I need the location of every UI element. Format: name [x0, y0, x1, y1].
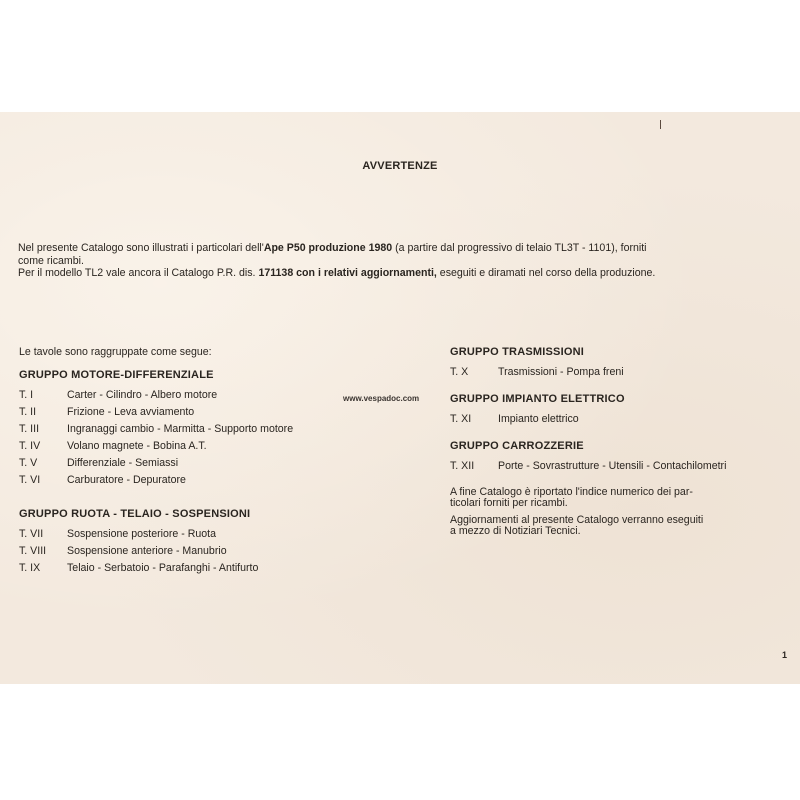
intro-line-2: come ricambi.	[18, 254, 84, 267]
updates-note: Aggiornamenti al presente Catalogo verranno eseguiti a mezzo di Notiziari Tecnici.	[450, 514, 704, 537]
table-description: Differenziale - Semiassi	[67, 457, 179, 469]
table-row	[450, 364, 795, 381]
group-title: GRUPPO IMPIANTO ELETTRICO	[450, 393, 625, 405]
table-description: Frizione - Leva avviamento	[67, 406, 195, 418]
table-code: T. VI	[19, 474, 41, 486]
table-description: Volano magnete - Bobina A.T.	[67, 440, 207, 452]
intro-line-1: Nel presente Catalogo sono illustrati i particolari dell'Ape P50 produzione 1980 (a partire dal progressivo di telaio TL3T - 1101), forniti	[18, 242, 647, 254]
group-trasmissioni	[450, 346, 795, 381]
table-row	[19, 560, 419, 577]
table-row	[19, 438, 419, 455]
group-ruota-telaio-sospensioni	[19, 508, 419, 577]
intro-line-3: Per il modello TL2 vale ancora il Catalogo P.R. dis. 171138 con i relativi aggiornamenti, eseguiti e diramati nel corso della produzione.	[18, 267, 656, 279]
table-row	[450, 411, 795, 428]
table-description: Telaio - Serbatoio - Parafanghi - Antifurto	[67, 562, 259, 574]
table-description: Carter - Cilindro - Albero motore	[67, 389, 218, 401]
table-row	[19, 404, 419, 421]
table-row	[450, 458, 795, 475]
group-carrozzerie	[450, 440, 795, 475]
table-description: Sospensione anteriore - Manubrio	[67, 545, 227, 557]
intro-paragraph	[18, 242, 798, 280]
table-code: T. I	[19, 389, 34, 401]
group-title: GRUPPO TRASMISSIONI	[450, 346, 584, 358]
right-column	[450, 346, 795, 537]
table-description: Ingranaggi cambio - Marmitta - Supporto motore	[67, 423, 294, 435]
table-code: T. VIII	[19, 545, 47, 557]
watermark: www.vespadoc.com	[343, 394, 420, 403]
table-code: T. X	[450, 366, 469, 378]
group-motore-differenziale	[19, 369, 419, 489]
page-edge-mark	[660, 120, 661, 129]
table-description: Impianto elettrico	[498, 413, 579, 425]
group-title: GRUPPO CARROZZERIE	[450, 440, 584, 452]
table-description: Porte - Sovrastrutture - Utensili - Contachilometri	[498, 460, 727, 472]
group-title: GRUPPO RUOTA - TELAIO - SOSPENSIONI	[19, 508, 251, 520]
table-row	[19, 421, 419, 438]
table-description: Trasmissioni - Pompa freni	[498, 366, 624, 378]
table-code: T. II	[19, 406, 37, 418]
page-heading: AVVERTENZE	[362, 160, 438, 172]
table-description: Sospensione posteriore - Ruota	[67, 528, 216, 540]
table-code: T. XI	[450, 413, 472, 425]
table-description: Carburatore - Depuratore	[67, 474, 186, 486]
table-row	[19, 543, 419, 560]
page-number: 1	[781, 650, 787, 660]
table-code: T. IV	[19, 440, 41, 452]
table-code: T. VII	[19, 528, 44, 540]
table-row	[19, 455, 419, 472]
table-code: T. IX	[19, 562, 41, 574]
group-title: GRUPPO MOTORE-DIFFERENZIALE	[19, 369, 214, 381]
left-column	[19, 346, 419, 577]
group-impianto-elettrico	[450, 393, 795, 428]
table-row	[19, 472, 419, 489]
catalog-page	[0, 112, 800, 684]
table-row	[19, 526, 419, 543]
index-note: A fine Catalogo è riportato l'indice numerico dei par- ticolari forniti per ricambi.	[450, 486, 693, 509]
table-code: T. XII	[450, 460, 475, 472]
tables-lead-text: Le tavole sono raggruppate come segue:	[19, 346, 212, 358]
table-code: T. V	[19, 457, 38, 469]
table-code: T. III	[19, 423, 40, 435]
